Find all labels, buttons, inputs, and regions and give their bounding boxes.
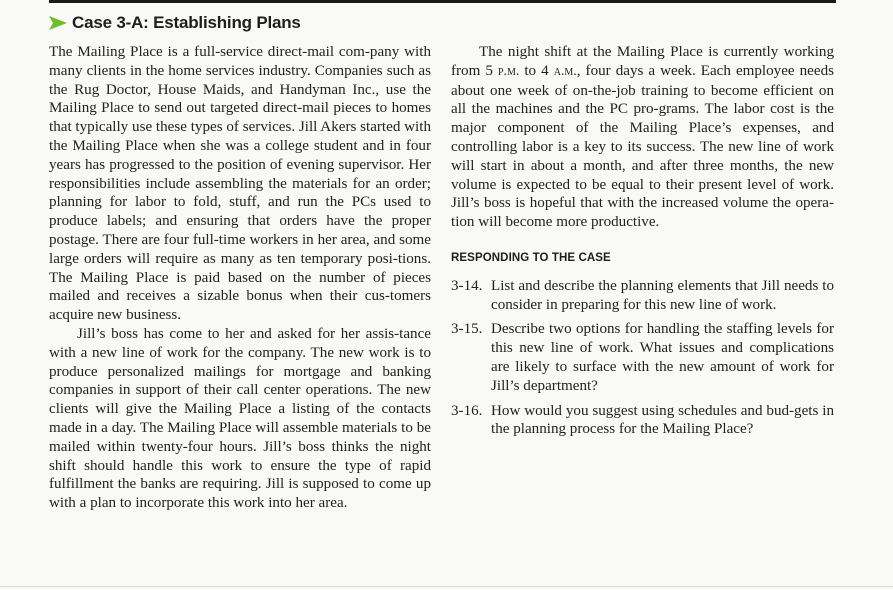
top-rule	[49, 0, 836, 3]
time-am: a.m.	[553, 63, 577, 79]
question-text: List and describe the planning elements that Jill needs to consider in preparing for this new line of work.	[491, 277, 834, 313]
case-heading	[49, 13, 301, 33]
question-number: 3-16.	[451, 402, 483, 419]
paragraph-3-mid: to 4	[519, 62, 554, 79]
paragraph-1-text: The Mailing Place is a full-service direct-mail com-pany with many clients in the home services industry. Companies such as the Rug Doctor, House Maids, and Handyman Inc., use the Mailing Place to send out targeted direct-mail pieces to homes that typically use these types of services. Jill Akers started with the Mailing Place when she was a college student and in four years has progressed to the position of evening supervisor. Her responsibilities include assembling the materials for an order; planning for labor to fold, stuff, and run the PCs used to produce labels; and ensuring that orders have the proper postage. There are four full-time workers in her area, and some large orders will require as many as ten temporary posi-tions. The Mailing Place is paid based on the number of pieces mailed and receives a sizable bonus when their cus-tomers acquire new business.	[49, 44, 431, 324]
left-column	[49, 43, 431, 513]
question-item	[451, 277, 834, 315]
question-text: How would you suggest using schedules and bud-gets in the planning process for the Mailing Place?	[491, 402, 834, 438]
paragraph-3-end: , four days a week. Each employee needs about one week of on-the-job training to become efficient on all the machines and the PC pro-grams. The labor cost is the major component of the Mailing Place’s expenses, and controlling labor is a key to its success. The new line of work will start in about a month, and after three months, the new volume is expected to be equal to their present level of work. Jill’s boss is hopeful that with the increased volume the opera-tion will become more productive.	[451, 62, 835, 231]
paragraph-1	[49, 43, 431, 325]
responding-heading: RESPONDING TO THE CASE	[451, 251, 611, 264]
time-pm: p.m.	[497, 63, 520, 79]
question-number: 3-14.	[451, 277, 483, 294]
paragraph-3	[451, 43, 834, 232]
paragraph-2-text: Jill’s boss has come to her and asked for her assis-tance with a new line of work for the company. The new work is to produce personalized mailings for mortgage and banking companies in support of their call center operations. The new clients will give the Mailing Place a listing of the contacts made in a day. The Mailing Place will assemble materials to be mailed within twenty-four hours. Jill’s boss thinks the night shift should handle this work to ensure the type of rapid fulfillment the banks are requiring. Jill is supposed to come up with a plan to incorporate this work into her area.	[49, 325, 431, 512]
question-item	[451, 402, 834, 440]
arrow-icon	[49, 15, 67, 31]
paragraph-3-start: The night shift at the Mailing Place is currently working from 5	[451, 44, 834, 79]
paragraph-2	[49, 325, 431, 513]
question-number: 3-15.	[451, 321, 483, 338]
question-item	[451, 320, 834, 395]
case-title: Case 3-A: Establishing Plans	[72, 13, 301, 32]
bottom-rule	[0, 586, 893, 587]
question-list	[451, 277, 834, 439]
right-column	[451, 43, 834, 445]
question-text: Describe two options for handling the staffing levels for this new line of work. What issues and complications are likely to surface with the new amount of work for Jill’s department?	[491, 321, 834, 394]
